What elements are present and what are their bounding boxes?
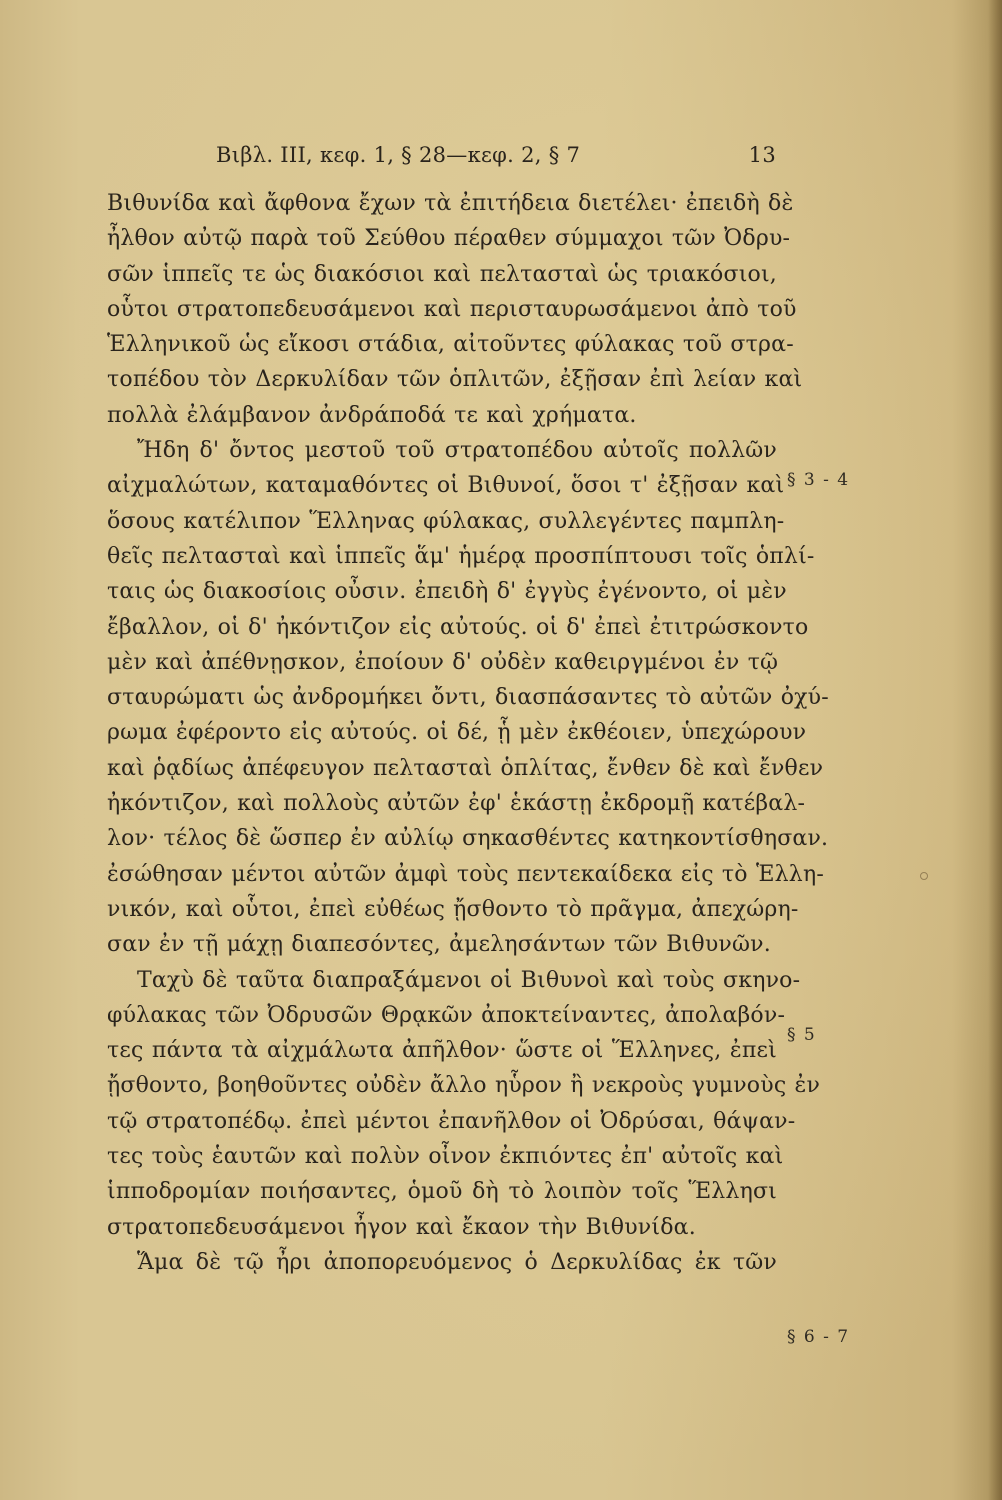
text-line: Ἤδη δ' ὄντος μεστοῦ τοῦ στρατοπέδου αὐτοῖς πολλῶν <box>137 438 777 464</box>
paper-speck <box>920 872 928 880</box>
text-line: τες πάντα τὰ αἰχμάλωτα ἀπῆλθον· ὥστε οἱ Ἕλληνες, ἐπεὶ <box>107 1038 777 1064</box>
page-edge-shadow <box>988 0 1002 1500</box>
text-line: λον· τέλος δὲ ὥσπερ ἐν αὐλίῳ σηκασθέντες κατηκοντίσθησαν. <box>107 826 829 852</box>
text-line: σαν ἐν τῇ μάχῃ διαπεσόντες, ἀμελησάντων τῶν Βιθυνῶν. <box>107 932 771 958</box>
margin-section-note: § 5 <box>787 1025 817 1045</box>
text-line: τῷ στρατοπέδῳ. ἐπεὶ μέντοι ἐπανῆλθον οἱ Ὀδρύσαι, θάψαν- <box>107 1108 796 1134</box>
text-line: ἠκόντιζον, καὶ πολλοὺς αὐτῶν ἐφ' ἑκάστῃ ἐκδρομῇ κατέβαλ- <box>107 791 806 817</box>
text-line: πολλὰ ἐλάμβανον ἀνδράποδά τε καὶ χρήματα. <box>107 402 637 428</box>
margin-section-note: § 6 - 7 <box>787 1327 850 1347</box>
text-line: σῶν ἱππεῖς τε ὡς διακόσιοι καὶ πελτασταὶ ὡς τριακόσιοι, <box>107 261 777 287</box>
text-line: Ἅμα δὲ τῷ ἦρι ἀποπορευόμενος ὁ Δερκυλίδας ἐκ τῶν <box>137 1249 777 1275</box>
margin-section-note: § 3 - 4 <box>787 470 850 490</box>
text-line: Ἑλληνικοῦ ὡς εἴκοσι στάδια, αἰτοῦντες φύλακας τοῦ στρα- <box>107 332 794 358</box>
running-title: Βιβλ. III, κεφ. 1, § 28—κεφ. 2, § 7 <box>216 143 581 167</box>
page-number: 13 <box>748 143 776 167</box>
text-line: ἔβαλλον, οἱ δ' ἠκόντιζον εἰς αὐτούς. οἱ δ' ἐπεὶ ἐτιτρώσκοντο <box>107 614 809 640</box>
text-line: αἰχμαλώτων, καταμαθόντες οἱ Βιθυνοί, ὅσοι τ' ἐξῇσαν καὶ <box>107 473 785 499</box>
text-line: θεῖς πελτασταὶ καὶ ἱππεῖς ἅμ' ἡμέρᾳ προσπίπτουσι τοῖς ὁπλί- <box>107 543 815 569</box>
text-line: ταις ὡς διακοσίοις οὖσιν. ἐπειδὴ δ' ἐγγὺς ἐγένοντο, οἱ μὲν <box>107 579 787 605</box>
text-line: ᾔσθοντο, βοηθοῦντες οὐδὲν ἄλλο ηὗρον ἢ νεκροὺς γυμνοὺς ἐν <box>107 1073 821 1099</box>
text-line: καὶ ῥᾳδίως ἀπέφευγον πελτασταὶ ὁπλίτας, ἔνθεν δὲ καὶ ἔνθεν <box>107 755 824 781</box>
text-line: σταυρώματι ὡς ἀνδρομήκει ὄντι, διασπάσαντες τὸ αὐτῶν ὀχύ- <box>107 685 829 711</box>
text-line: Βιθυνίδα καὶ ἄφθονα ἔχων τὰ ἐπιτήδεια διετέλει· ἐπειδὴ δὲ <box>107 191 794 216</box>
text-line: τοπέδου τὸν Δερκυλίδαν τῶν ὁπλιτῶν, ἐξῇσαν ἐπὶ λείαν καὶ <box>107 367 803 393</box>
page-header <box>216 143 776 177</box>
text-line: νικόν, καὶ οὗτοι, ἐπεὶ εὐθέως ᾔσθοντο τὸ πρᾶγμα, ἀπεχώρη- <box>107 896 799 922</box>
text-line: οὗτοι στρατοπεδευσάμενοι καὶ περισταυρωσάμενοι ἀπὸ τοῦ <box>107 296 797 322</box>
text-line: φύλακας τῶν Ὀδρυσῶν Θρᾳκῶν ἀποκτείναντες, ἀπολαβόν- <box>107 1002 786 1028</box>
text-line: ἦλθον αὐτῷ παρὰ τοῦ Σεύθου πέραθεν σύμμαχοι τῶν Ὀδρυ- <box>107 226 791 252</box>
text-line: μὲν καὶ ἀπέθνῃσκον, ἐποίουν δ' οὐδὲν καθειργμένοι ἐν τῷ <box>107 649 779 675</box>
text-line: στρατοπεδευσάμενοι ἦγον καὶ ἔκαον τὴν Βιθυνίδα. <box>107 1214 696 1240</box>
text-line: τες τοὺς ἑαυτῶν καὶ πολὺν οἶνον ἐκπιόντες ἐπ' αὐτοῖς καὶ <box>107 1144 784 1170</box>
text-line: ρωμα ἐφέροντο εἰς αὐτούς. οἱ δέ, ᾗ μὲν ἐκθέοιεν, ὑπεχώρουν <box>107 720 807 746</box>
text-line: ἐσώθησαν μέντοι αὐτῶν ἀμφὶ τοὺς πεντεκαίδεκα εἰς τὸ Ἑλλη- <box>107 861 824 887</box>
text-line: ὅσους κατέλιπον Ἕλληνας φύλακας, συλλεγέντες παμπλη- <box>107 508 785 534</box>
text-line: ἱπποδρομίαν ποιήσαντες, ὁμοῦ δὴ τὸ λοιπὸν τοῖς Ἕλλησι <box>107 1179 777 1205</box>
text-line: Ταχὺ δὲ ταῦτα διαπραξάμενοι οἱ Βιθυνοὶ καὶ τοὺς σκηνο- <box>137 967 801 993</box>
